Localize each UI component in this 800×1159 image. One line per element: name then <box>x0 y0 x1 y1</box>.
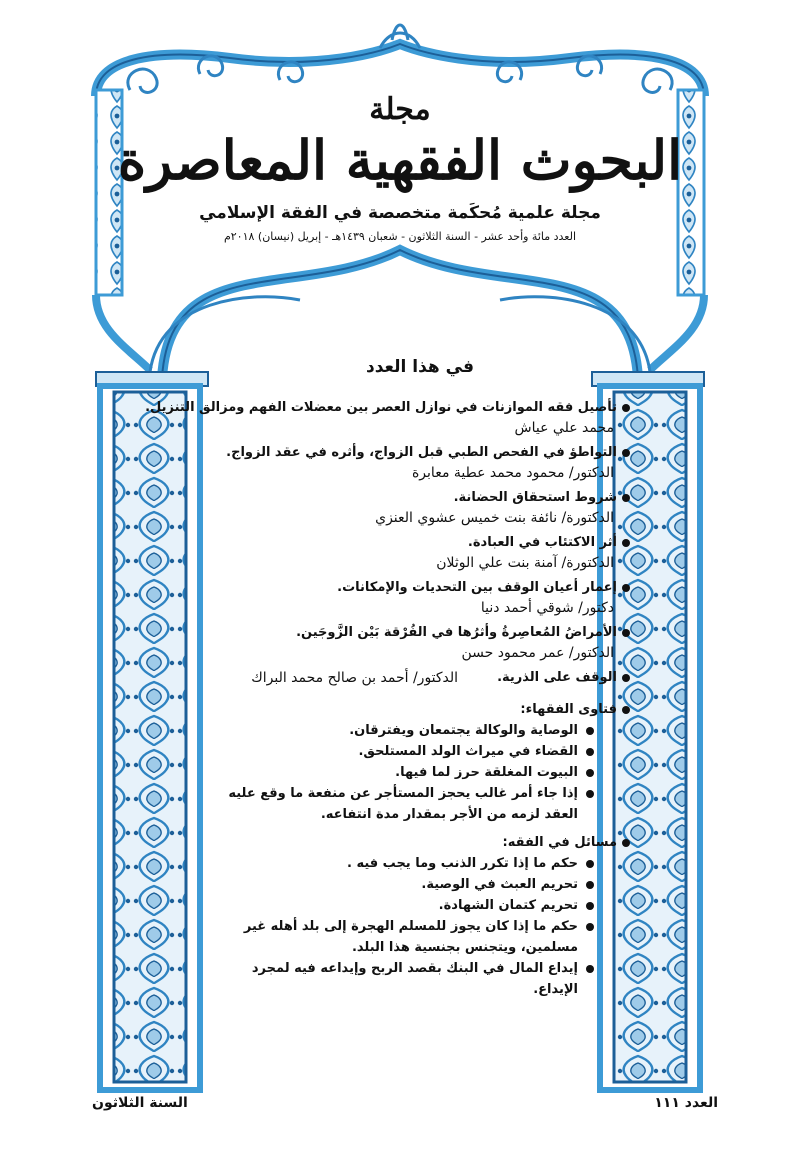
list-item: الوصاية والوكالة يجتمعان ويفترقان. <box>208 720 594 741</box>
bullet-icon <box>586 790 594 798</box>
toc-entry <box>208 578 630 619</box>
bullet-icon <box>586 769 594 777</box>
toc-entry <box>208 488 630 529</box>
table-of-contents <box>145 398 630 1004</box>
article-author: الدكتور/ محمود محمد عطية معابرة <box>411 465 614 481</box>
article-author: الدكتور/ أحمد بن صالح محمد البراك <box>251 670 459 686</box>
article-title: الأمراضُ المُعاصِرةُ وأثرُها في الفُرْقة بَيْن الزَّوجَين. <box>296 625 617 640</box>
bullet-icon <box>622 839 630 847</box>
article-author: الدكتور/ عمر محمود حسن <box>461 645 614 661</box>
bullet-icon <box>586 727 594 735</box>
toc-entry-waqf <box>208 668 630 688</box>
list-item: إذا جاء أمر غالب يحجز المستأجر عن منفعة ما وقع عليه العقد لزمه من الأجر بمقدار مدة انتفاعه. <box>208 783 594 825</box>
article-title: أثر الاكتئاب في العبادة. <box>467 535 617 550</box>
bullet-icon <box>586 860 594 868</box>
bullet-icon <box>622 539 630 547</box>
issue-info: العدد مائة وأحد عشر - السنة الثلاثون - شعبان ١٤٣٩هـ - إبريل (نيسان) ٢٠١٨م <box>223 230 577 243</box>
list-item: إيداع المال في البنك بقصد الربح وإيداعه فيه لمجرد الإيداع. <box>208 958 594 1000</box>
article-title: التواطؤ في الفحص الطبي قبل الزواج، وأثره في عقد الزواج. <box>226 445 617 460</box>
bullet-icon <box>622 674 630 682</box>
bullet-icon <box>586 902 594 910</box>
article-author: الدكتورة/ نائفة بنت خميس عشوي العنزي <box>375 510 614 526</box>
section-heading: مسائل في الفقه: <box>502 835 617 850</box>
toc-entry <box>208 623 630 664</box>
list-item: القضاء في ميراث الولد المستلحق. <box>208 741 594 762</box>
fatawa-list <box>208 720 630 825</box>
volume-year: السنة الثلاثون <box>92 1095 188 1111</box>
bullet-icon <box>586 965 594 973</box>
bullet-icon <box>622 584 630 592</box>
bullet-icon <box>622 706 630 714</box>
magazine-title: البحوث الفقهية المعاصرة <box>117 128 683 192</box>
article-title: إعمار أعيان الوقف بين التحديات والإمكانات. <box>337 580 617 595</box>
bullet-icon <box>622 404 630 412</box>
bullet-icon <box>622 449 630 457</box>
article-title: تأصيل فقه الموازنات في نوازل العصر بين معضلات الفهم ومزالق التنزيل. <box>145 400 617 415</box>
top-ornament <box>96 25 704 96</box>
list-item: تحريم كتمان الشهادة. <box>208 895 594 916</box>
list-item: تحريم العبث في الوصية. <box>208 874 594 895</box>
toc-entry <box>208 533 630 574</box>
left-column <box>100 386 200 1090</box>
fatawa-section <box>208 700 630 825</box>
list-item: حكم ما إذا كان يجوز للمسلم الهجرة إلى بلد أهله غير مسلمين، ويتجنس بجنسية هذا البلد. <box>208 916 594 958</box>
toc-heading: في هذا العدد <box>366 357 474 377</box>
article-author: دكتور/ شوقي أحمد دنيا <box>480 600 614 616</box>
article-author: الدكتورة/ آمنة بنت علي الوثلان <box>436 555 614 571</box>
magazine-subtitle: مجلة علمية مُحكَمة متخصصة في الفقة الإسلامي <box>199 203 601 223</box>
issue-number: العدد ١١١ <box>654 1095 718 1111</box>
bullet-icon <box>586 748 594 756</box>
section-heading: فتاوى الفقهاء: <box>520 702 617 717</box>
masail-list <box>208 853 630 1000</box>
toc-entry <box>208 443 630 484</box>
toc-entry <box>145 398 630 439</box>
masail-section <box>208 833 630 1000</box>
list-item: حكم ما إذا تكرر الذنب وما يجب فيه . <box>208 853 594 874</box>
list-item: البيوت المغلقة حرز لما فيها. <box>208 762 594 783</box>
bullet-icon <box>586 923 594 931</box>
article-title: الوقف على الذرية. <box>497 670 617 685</box>
article-title: شروط استحقاق الحضانة. <box>453 490 617 505</box>
article-author: محمد علي عياش <box>514 420 614 436</box>
masthead-small-title: مجلة <box>369 92 431 127</box>
bullet-icon <box>622 629 630 637</box>
bullet-icon <box>586 881 594 889</box>
bullet-icon <box>622 494 630 502</box>
